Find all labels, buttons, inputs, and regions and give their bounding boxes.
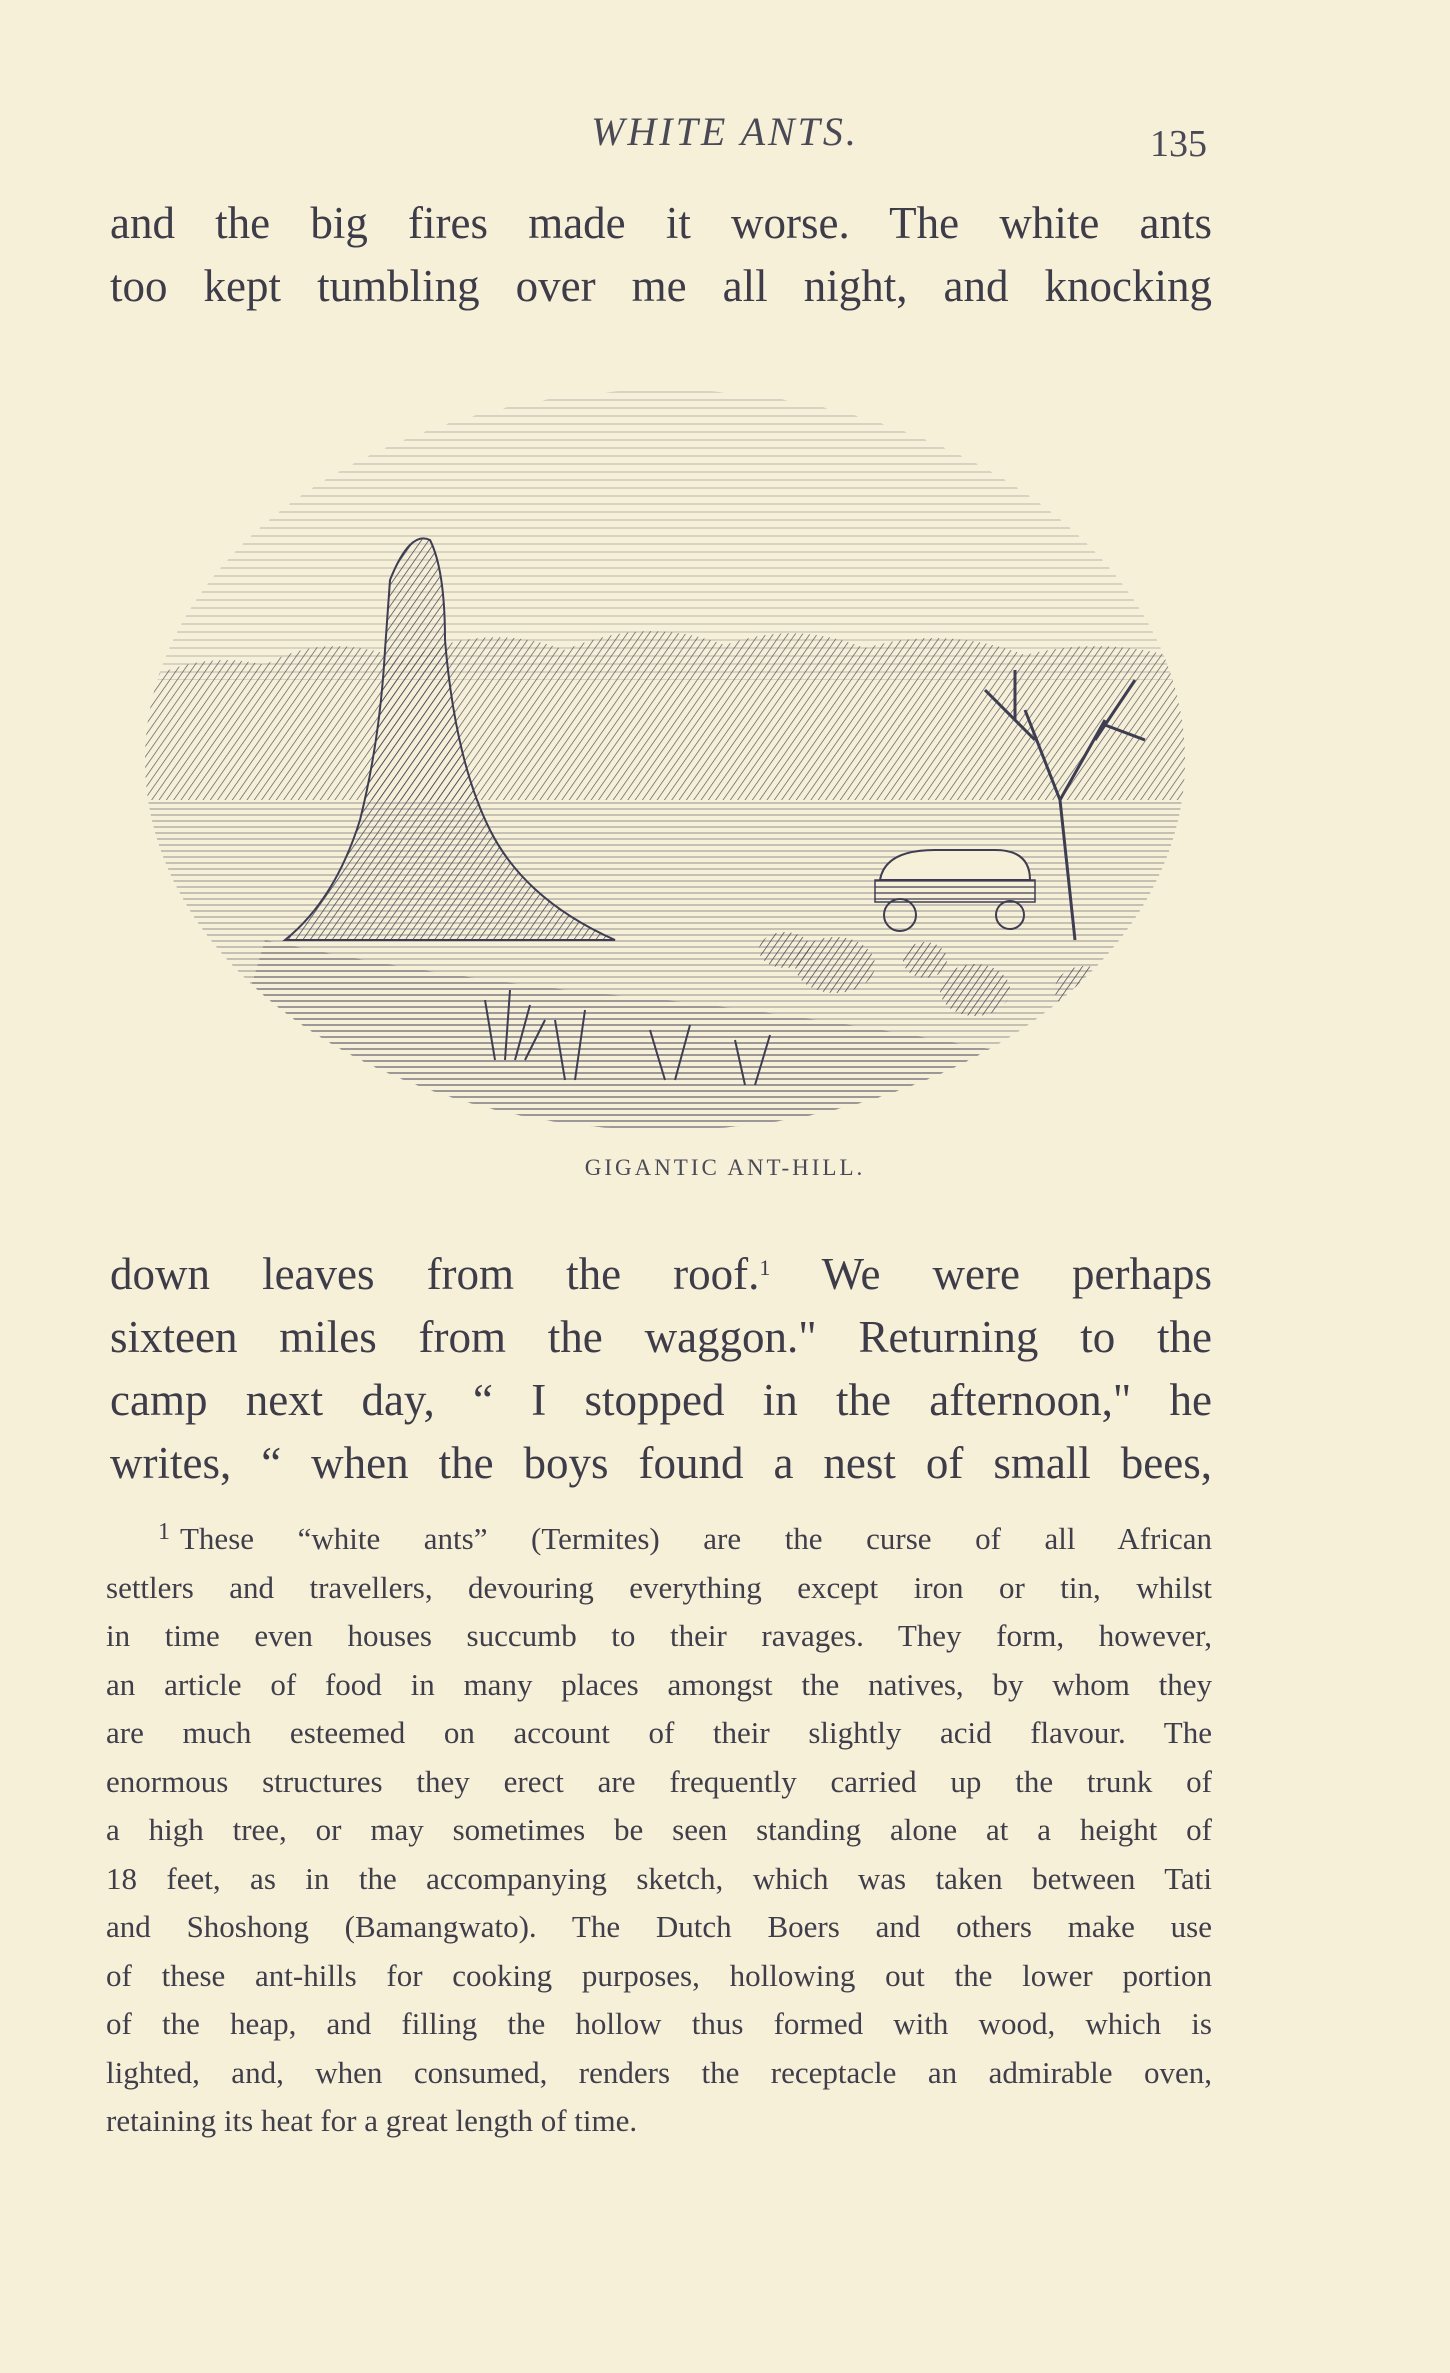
text-fragment: We were perhaps xyxy=(770,1249,1213,1299)
footnote-line: 18 feet, as in the accompanying sketch, which was taken between Tati xyxy=(106,1860,1212,1896)
footnote-line: in time even houses succumb to their ravages. They form, however, xyxy=(106,1618,1212,1653)
footnote-line: retaining its heat for a great length of time. xyxy=(106,2103,638,2138)
footnote-line: a high tree, or may sometimes be seen standing alone at a height of xyxy=(106,1812,1212,1847)
footnote-line: of these ant-hills for cooking purposes, hollowing out the lower portion xyxy=(106,1957,1212,1993)
running-head: WHITE ANTS. xyxy=(591,109,859,154)
footnote-line: are much esteemed on account of their slightly acid flavour. The xyxy=(106,1715,1212,1750)
page-number: 135 xyxy=(1150,123,1207,165)
footnote-line: and Shoshong (Bamangwato). The Dutch Boers and others make use xyxy=(106,1909,1212,1944)
text-line xyxy=(110,1236,1212,1306)
text-line: sixteen miles from the waggon." Returning to the xyxy=(110,1312,1212,1362)
bottom-paragraph xyxy=(110,1236,1212,1495)
tree-line xyxy=(145,631,1185,800)
footnote-mark: 1 xyxy=(158,1519,170,1545)
text-line: and the big fires made it worse. The white ants xyxy=(110,198,1212,248)
text-fragment: down leaves from the roof. xyxy=(110,1249,760,1299)
ant-hill-engraving xyxy=(145,380,1185,1140)
text-line: too kept tumbling over me all night, and knocking xyxy=(110,261,1212,311)
footnote-line: of the heap, and filling the hollow thus formed with wood, which is xyxy=(106,2006,1212,2041)
footnote-line: an article of food in many places amongst the natives, by whom they xyxy=(106,1666,1212,1702)
text-line: camp next day, “ I stopped in the afternoon," he xyxy=(110,1375,1212,1425)
footnote-line: lighted, and, when consumed, renders the receptacle an admirable oven, xyxy=(106,2054,1212,2090)
footnote-line: settlers and travellers, devouring everything except iron or tin, whilst xyxy=(106,1569,1212,1605)
footnote-reference: 1 xyxy=(759,1255,771,1280)
illustration-caption: GIGANTIC ANT-HILL. xyxy=(584,1155,866,1180)
top-paragraph xyxy=(110,192,1212,318)
footnote-line: enormous structures they erect are frequently carried up the trunk of xyxy=(106,1763,1212,1799)
text-line: writes, “ when the boys found a nest of small bees, xyxy=(110,1438,1212,1488)
footnote-line xyxy=(106,1508,1212,1564)
footnote xyxy=(106,1508,1212,2146)
footnote-text: These “white ants” (Termites) are the curse of all African xyxy=(180,1521,1212,1556)
